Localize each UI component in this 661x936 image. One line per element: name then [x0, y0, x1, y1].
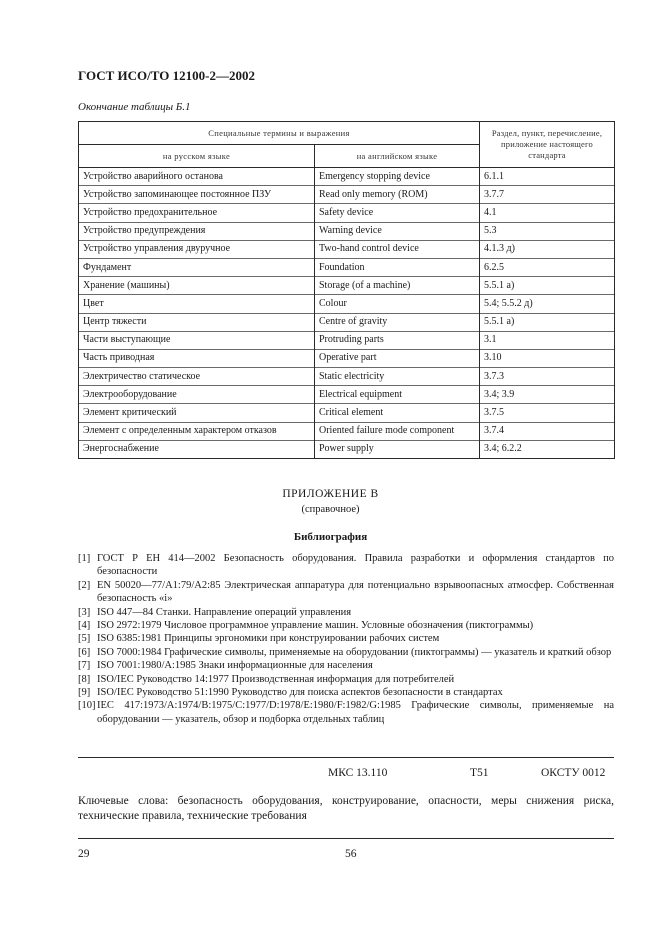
- cell-english-term: Safety device: [315, 204, 480, 222]
- table-row: [79, 386, 615, 404]
- bibliography-number: [7]: [78, 660, 91, 672]
- appendix-subtitle: (справочное): [301, 504, 360, 515]
- cell-section-ref: 3.7.5: [480, 404, 615, 422]
- bibliography-number: [3]: [78, 606, 91, 618]
- table-row: [79, 440, 615, 458]
- bibliography-item: [78, 606, 614, 619]
- cell-english-term: Static electricity: [315, 368, 480, 386]
- table-row: [79, 240, 615, 258]
- document-title: ГОСТ ИСО/ТО 12100-2—2002: [78, 68, 255, 83]
- cell-section-ref: 3.7.3: [480, 368, 615, 386]
- cell-section-ref: 3.7.7: [480, 186, 615, 204]
- okstu-code: ОКСТУ 0012: [541, 767, 606, 779]
- table-row: [79, 222, 615, 240]
- cell-russian-term: Энергоснабжение: [79, 440, 315, 458]
- table-row: [79, 313, 615, 331]
- cell-russian-term: Фундамент: [79, 258, 315, 276]
- cell-section-ref: 6.2.5: [480, 258, 615, 276]
- cell-russian-term: Устройство предохранительное: [79, 204, 315, 222]
- divider-top: [78, 757, 614, 758]
- cell-section-ref: 6.1.1: [480, 168, 615, 186]
- header-russian: на русском языке: [79, 145, 315, 168]
- page-number-left: 29: [78, 848, 90, 860]
- bibliography-item: [78, 699, 614, 726]
- cell-section-ref: 5.4; 5.5.2 д): [480, 295, 615, 313]
- bibliography-text: IEC 417:1973/A:1974/B:1975/C:1977/D:1978/E:1980/F:1982/G:1985 Графические символы, применяемые на оборудовании — указатель, обзор и подборка отдельных таблиц: [97, 700, 614, 725]
- bibliography-number: [2]: [78, 579, 91, 591]
- cell-russian-term: Хранение (машины): [79, 277, 315, 295]
- bibliography-text: ISO 2972:1979 Числовое программное управление машин. Условные обозначения (пиктограммы): [97, 620, 534, 632]
- cell-russian-term: Части выступающие: [79, 331, 315, 349]
- header-section-ref: Раздел, пункт, перечисление, приложение настоящего стандарта: [480, 122, 615, 168]
- table-row: [79, 404, 615, 422]
- cell-russian-term: Устройство управления двуручное: [79, 240, 315, 258]
- cell-section-ref: 3.7.4: [480, 422, 615, 440]
- table-row: [79, 186, 615, 204]
- cell-english-term: Critical element: [315, 404, 480, 422]
- cell-section-ref: 5.5.1 а): [480, 277, 615, 295]
- cell-english-term: Colour: [315, 295, 480, 313]
- bibliography-item: [78, 686, 614, 699]
- bibliography-item: [78, 646, 614, 659]
- header-special-terms: Специальные термины и выражения: [79, 122, 480, 145]
- bibliography-item: [78, 659, 614, 672]
- cell-section-ref: 4.1.3 д): [480, 240, 615, 258]
- table-row: [79, 349, 615, 367]
- mks-code: МКС 13.110: [328, 767, 388, 779]
- bibliography-text: EN 50020—77/A1:79/A2:85 Электрическая аппаратура для потенциально взрывоопасных атмосфер. Собственная безопасность «i»: [97, 579, 614, 605]
- table-caption: Окончание таблицы Б.1: [78, 101, 191, 113]
- bibliography-number: [8]: [78, 673, 91, 685]
- terms-table: [78, 121, 615, 459]
- bibliography-number: [1]: [78, 553, 91, 564]
- table-row: [79, 422, 615, 440]
- bibliography-number: [6]: [78, 646, 91, 658]
- bibliography-number: [9]: [78, 687, 91, 699]
- table-row: [79, 258, 615, 276]
- cell-section-ref: 4.1: [480, 204, 615, 222]
- cell-section-ref: 3.10: [480, 349, 615, 367]
- page-number-center: 56: [345, 848, 357, 860]
- cell-english-term: Foundation: [315, 258, 480, 276]
- cell-russian-term: Часть приводная: [79, 349, 315, 367]
- table-row: [79, 277, 615, 295]
- cell-russian-term: Устройство аварийного останова: [79, 168, 315, 186]
- bibliography-item: [78, 552, 614, 579]
- cell-russian-term: Устройство запоминающее постоянное ПЗУ: [79, 186, 315, 204]
- table-row: [79, 331, 615, 349]
- cell-section-ref: 3.4; 3.9: [480, 386, 615, 404]
- cell-english-term: Power supply: [315, 440, 480, 458]
- header-english: на английском языке: [315, 145, 480, 168]
- bibliography-text: ISO 6385:1981 Принципы эргономики при конструировании рабочих систем: [97, 633, 440, 645]
- cell-russian-term: Устройство предупреждения: [79, 222, 315, 240]
- bibliography-heading: Библиография: [293, 531, 368, 543]
- bibliography-number: [4]: [78, 620, 91, 632]
- t-code: Т51: [470, 767, 489, 779]
- bibliography-text: ГОСТ Р ЕН 414—2002 Безопасность оборудования. Правила разработки и оформления стандартов по безопасности: [97, 553, 614, 578]
- divider-bottom: [78, 838, 614, 839]
- cell-english-term: Oriented failure mode component: [315, 422, 480, 440]
- bibliography-number: [10]: [78, 700, 96, 712]
- cell-english-term: Emergency stopping device: [315, 168, 480, 186]
- bibliography-text: ISO/IEC Руководство 14:1977 Производственная информация для потребителей: [97, 673, 455, 685]
- cell-english-term: Warning device: [315, 222, 480, 240]
- keywords: Ключевые слова: безопасность оборудования, конструирование, опасности, меры снижения риска, технические правила, технические требования: [78, 795, 614, 822]
- bibliography-item: [78, 632, 614, 645]
- cell-russian-term: Элемент с определенным характером отказов: [79, 422, 315, 440]
- bibliography-item: [78, 673, 614, 686]
- cell-russian-term: Электрооборудование: [79, 386, 315, 404]
- bibliography-text: ISO 447—84 Станки. Направление операций управления: [97, 606, 352, 618]
- cell-russian-term: Центр тяжести: [79, 313, 315, 331]
- bibliography-text: ISO 7000:1984 Графические символы, применяемые на оборудовании (пиктограммы) — указатель и краткий обзор: [97, 646, 612, 658]
- bibliography-item: [78, 619, 614, 632]
- cell-english-term: Protruding parts: [315, 331, 480, 349]
- cell-section-ref: 3.1: [480, 331, 615, 349]
- cell-english-term: Centre of gravity: [315, 313, 480, 331]
- bibliography-number: [5]: [78, 633, 91, 645]
- table-row: [79, 168, 615, 186]
- table-row: [79, 295, 615, 313]
- cell-english-term: Storage (of a machine): [315, 277, 480, 295]
- table-row: [79, 204, 615, 222]
- cell-english-term: Operative part: [315, 349, 480, 367]
- cell-russian-term: Электричество статическое: [79, 368, 315, 386]
- bibliography-list: [78, 552, 614, 726]
- cell-section-ref: 3.4; 6.2.2: [480, 440, 615, 458]
- cell-english-term: Two-hand control device: [315, 240, 480, 258]
- cell-section-ref: 5.3: [480, 222, 615, 240]
- cell-section-ref: 5.5.1 а): [480, 313, 615, 331]
- cell-russian-term: Элемент критический: [79, 404, 315, 422]
- bibliography-text: ISO 7001:1980/A:1985 Знаки информационные для населения: [97, 660, 373, 672]
- terms-table-body: [79, 168, 615, 459]
- bibliography-item: [78, 579, 614, 606]
- bibliography-text: ISO/IEC Руководство 51:1990 Руководство для поиска аспектов безопасности в стандартах: [97, 687, 503, 699]
- appendix-title: ПРИЛОЖЕНИЕ В: [282, 488, 379, 500]
- table-row: [79, 368, 615, 386]
- cell-english-term: Read only memory (ROM): [315, 186, 480, 204]
- cell-russian-term: Цвет: [79, 295, 315, 313]
- cell-english-term: Electrical equipment: [315, 386, 480, 404]
